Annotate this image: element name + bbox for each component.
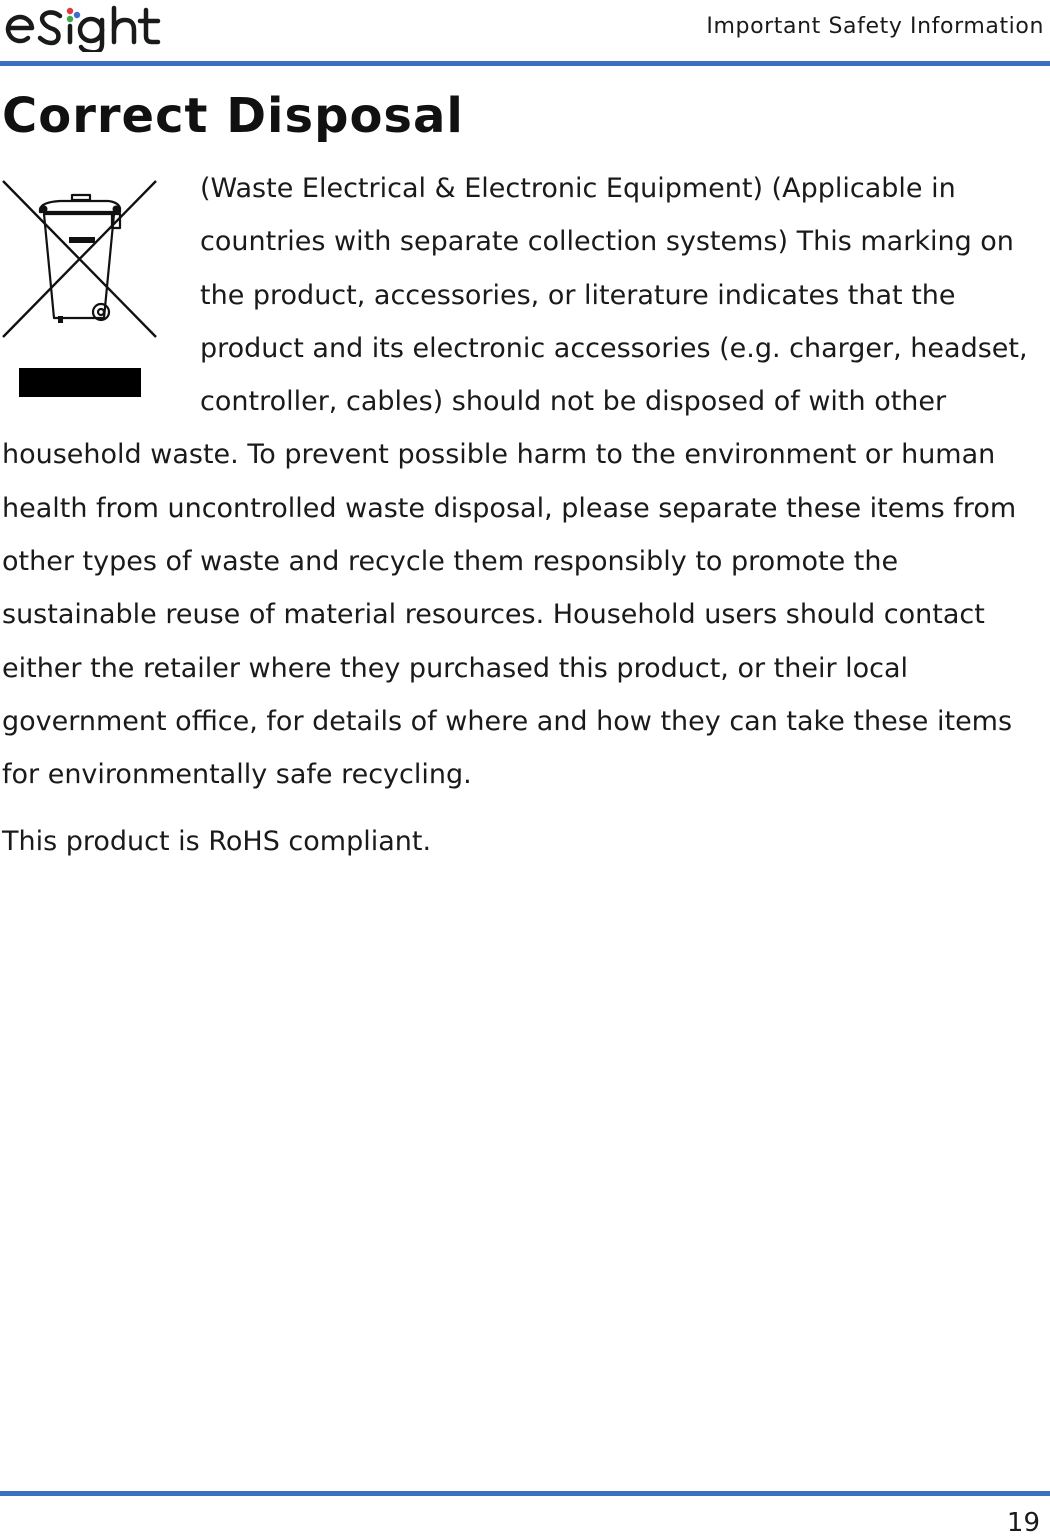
header-rule bbox=[0, 61, 1050, 66]
page-title: Correct Disposal bbox=[2, 88, 464, 144]
disposal-paragraph bbox=[2, 162, 1048, 802]
esight-logo bbox=[2, 2, 172, 52]
disposal-text: (Waste Electrical & Electronic Equipment) (Applicable in countries with separate collection systems) This marking on the product, accessories, or literature indicates that the product and its electronic accessories (e.g. charger, headset, controller, cables) should not be disposed of with other household waste. To prevent possible harm to the environment or human health from uncontrolled waste disposal, please separate these items from other types of waste and recycle them responsibly to promote the sustainable reuse of material resources. Household users should contact either the retailer where they purchased this product, or their local government office, for details of where and how they can take these items for environmentally safe recycling. bbox=[2, 173, 1028, 791]
rohs-statement: This product is RoHS compliant. bbox=[2, 826, 432, 857]
header-title: Important Safety Information bbox=[706, 14, 1044, 39]
page-number: 19 bbox=[1006, 1508, 1040, 1538]
page-header bbox=[0, 0, 1050, 60]
footer-rule bbox=[0, 1491, 1050, 1496]
